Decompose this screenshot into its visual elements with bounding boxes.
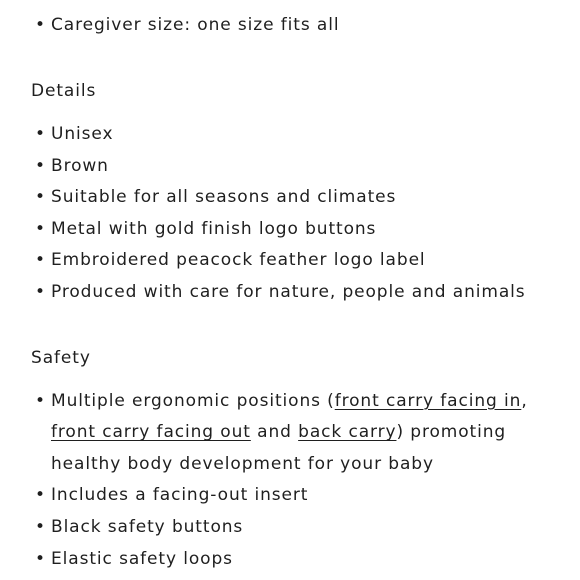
- bullet-glyph: •: [35, 485, 46, 506]
- list-item: [31, 245, 531, 277]
- list-item-text: Embroidered peacock feather logo label: [51, 250, 426, 271]
- list-item-text: Includes a facing-out insert: [51, 485, 309, 506]
- list-item-positions: [31, 386, 531, 481]
- bullet-glyph: •: [35, 155, 46, 176]
- bullet-glyph: •: [35, 281, 46, 302]
- bullet-glyph: •: [35, 218, 46, 239]
- bullet-glyph: •: [35, 187, 46, 208]
- back-carry-link[interactable]: back carry: [298, 422, 397, 443]
- list-item-text: Brown: [51, 155, 109, 176]
- list-item: [31, 277, 531, 309]
- front-carry-facing-out-link[interactable]: front carry facing out: [51, 422, 251, 443]
- list-item: [31, 512, 531, 544]
- list-item-text: Black safety buttons: [51, 516, 244, 537]
- details-heading: Details: [31, 81, 97, 101]
- list-item-text: Produced with care for nature, people and animals: [51, 281, 526, 302]
- safety-heading: Safety: [31, 347, 91, 368]
- front-carry-facing-in-link[interactable]: front carry facing in: [334, 390, 522, 411]
- details-list: [0, 119, 580, 309]
- list-item-text: Suitable for all seasons and climates: [51, 187, 397, 208]
- features-list: [0, 0, 580, 36]
- safety-list: [0, 386, 580, 576]
- list-item: [31, 151, 531, 183]
- bullet-glyph: •: [35, 124, 46, 144]
- list-item: [31, 480, 531, 512]
- bullet-glyph: •: [35, 516, 46, 537]
- list-item: [31, 119, 531, 151]
- bullet-glyph: •: [35, 548, 46, 569]
- list-item: [31, 214, 531, 246]
- list-item-text: Unisex: [51, 124, 114, 144]
- positions-separator: and: [250, 422, 299, 443]
- bullet-glyph: •: [35, 250, 46, 271]
- bullet-glyph: •: [35, 390, 46, 411]
- positions-separator: ,: [521, 390, 528, 411]
- list-item: [31, 544, 531, 576]
- bullet-glyph: •: [35, 15, 46, 35]
- positions-suffix: ) promoting healthy body development for your baby: [51, 422, 507, 474]
- list-item: [31, 182, 531, 214]
- positions-prefix: Multiple ergonomic positions (: [51, 390, 335, 411]
- list-item-text: Caregiver size: one size fits all: [51, 15, 340, 35]
- list-item-text: Metal with gold finish logo buttons: [51, 218, 377, 239]
- list-item: [31, 14, 531, 36]
- list-item-text: Elastic safety loops: [51, 548, 233, 569]
